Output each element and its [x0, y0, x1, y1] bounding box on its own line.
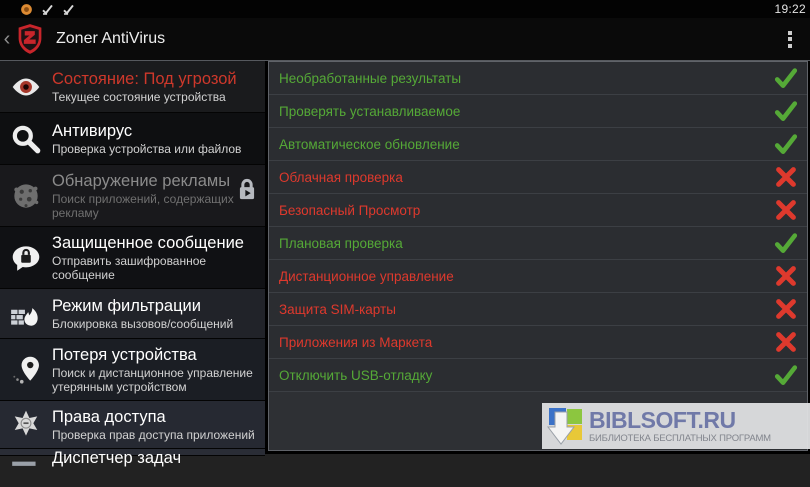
setting-label: Необработанные результаты	[279, 70, 462, 86]
sidebar-item-title: Режим фильтрации	[52, 296, 201, 315]
sidebar-item-subtitle: Проверка устройства или файлов	[52, 141, 242, 156]
sidebar-item-title: Потеря устройства	[52, 345, 197, 364]
sidebar-item-secure-message[interactable]	[0, 227, 265, 289]
sidebar-item-title: Состояние: Под угрозой	[52, 69, 237, 88]
biblsoft-download-logo-icon	[547, 406, 585, 446]
setting-row[interactable]	[269, 194, 807, 227]
check-icon	[774, 231, 798, 255]
task-manager-icon	[7, 449, 45, 487]
watermark-subtitle: БИБЛИОТЕКА БЕСПЛАТНЫХ ПРОГРАММ	[589, 432, 771, 444]
sidebar-item-ad-detection[interactable]	[0, 165, 265, 227]
security-status-panel	[268, 61, 808, 451]
sidebar-item-status[interactable]	[0, 61, 265, 113]
sidebar-item-task-manager[interactable]	[0, 449, 265, 467]
setting-label: Автоматическое обновление	[279, 136, 460, 152]
sidebar-item-subtitle: Блокировка вызовов/сообщений	[52, 316, 234, 331]
watermark-title: BIBLSOFT.RU	[589, 406, 736, 433]
setting-row[interactable]	[269, 326, 807, 359]
sidebar-item-subtitle: Поиск и дистанционное управление утерянным устройством	[52, 365, 253, 394]
setting-row[interactable]	[269, 161, 807, 194]
zoner-shield-logo-icon[interactable]	[16, 23, 44, 55]
setting-row[interactable]	[269, 227, 807, 260]
watermark-banner	[542, 403, 810, 449]
status-bar	[0, 0, 810, 18]
sidebar-item-subtitle: Отправить зашифрованное сообщение	[52, 253, 207, 282]
sidebar-item-subtitle: Проверка прав доступа приложений	[52, 427, 255, 442]
sidebar-item-device-loss[interactable]	[0, 339, 265, 401]
app-title: Zoner AntiVirus	[56, 30, 166, 47]
sidebar-item-subtitle: Текущее состояние устройства	[52, 89, 226, 104]
setting-row[interactable]	[269, 293, 807, 326]
status-bar-icons	[20, 3, 75, 16]
sidebar-item-antivirus[interactable]	[0, 113, 265, 165]
cross-icon	[774, 330, 798, 354]
download-done-icon	[41, 3, 54, 16]
setting-label: Плановая проверка	[279, 235, 403, 251]
app-notification-icon	[20, 3, 33, 16]
sidebar-item-title: Защищенное сообщение	[52, 233, 244, 252]
message-lock-icon	[7, 239, 45, 277]
security-status-list	[269, 62, 807, 392]
cross-icon	[774, 198, 798, 222]
search-icon	[7, 120, 45, 158]
setting-row[interactable]	[269, 128, 807, 161]
setting-row[interactable]	[269, 62, 807, 95]
setting-row[interactable]	[269, 260, 807, 293]
sheriff-star-icon	[7, 406, 45, 444]
check-icon	[774, 363, 798, 387]
check-icon	[774, 66, 798, 90]
setting-label: Облачная проверка	[279, 169, 403, 185]
setting-label: Проверять устанавливаемое	[279, 103, 461, 119]
setting-label: Отключить USB-отладку	[279, 367, 433, 383]
lock-play-icon	[237, 177, 257, 203]
setting-label: Дистанционное управление	[279, 268, 454, 284]
firewall-flame-icon	[7, 295, 45, 333]
action-bar	[0, 18, 810, 60]
cross-icon	[774, 165, 798, 189]
setting-row[interactable]	[269, 359, 807, 392]
setting-label: Защита SIM-карты	[279, 301, 396, 317]
sidebar-item-permissions[interactable]	[0, 401, 265, 449]
overflow-menu-icon[interactable]	[778, 18, 802, 60]
download-done-icon	[62, 3, 75, 16]
setting-label: Безопасный Просмотр	[279, 202, 421, 218]
sidebar-item-title: Антивирус	[52, 121, 133, 140]
sidebar-item-title: Права доступа	[52, 407, 166, 426]
feature-sidebar	[0, 61, 265, 467]
main-content	[0, 60, 810, 467]
adware-icon	[7, 177, 45, 215]
eye-icon	[7, 68, 45, 106]
back-chevron-icon[interactable]: ‹	[3, 28, 11, 50]
check-icon	[774, 99, 798, 123]
sidebar-item-title: Диспетчер задач	[52, 449, 182, 467]
setting-row[interactable]	[269, 95, 807, 128]
cross-icon	[774, 264, 798, 288]
setting-label: Приложения из Маркета	[279, 334, 433, 350]
clock: 19:22	[774, 2, 806, 16]
cross-icon	[774, 297, 798, 321]
sidebar-item-filter-mode[interactable]	[0, 289, 265, 339]
location-pin-icon	[7, 351, 45, 389]
sidebar-item-subtitle: Поиск приложений, содержащих рекламу	[52, 191, 234, 220]
check-icon	[774, 132, 798, 156]
sidebar-item-title: Обнаружение рекламы	[52, 171, 231, 190]
